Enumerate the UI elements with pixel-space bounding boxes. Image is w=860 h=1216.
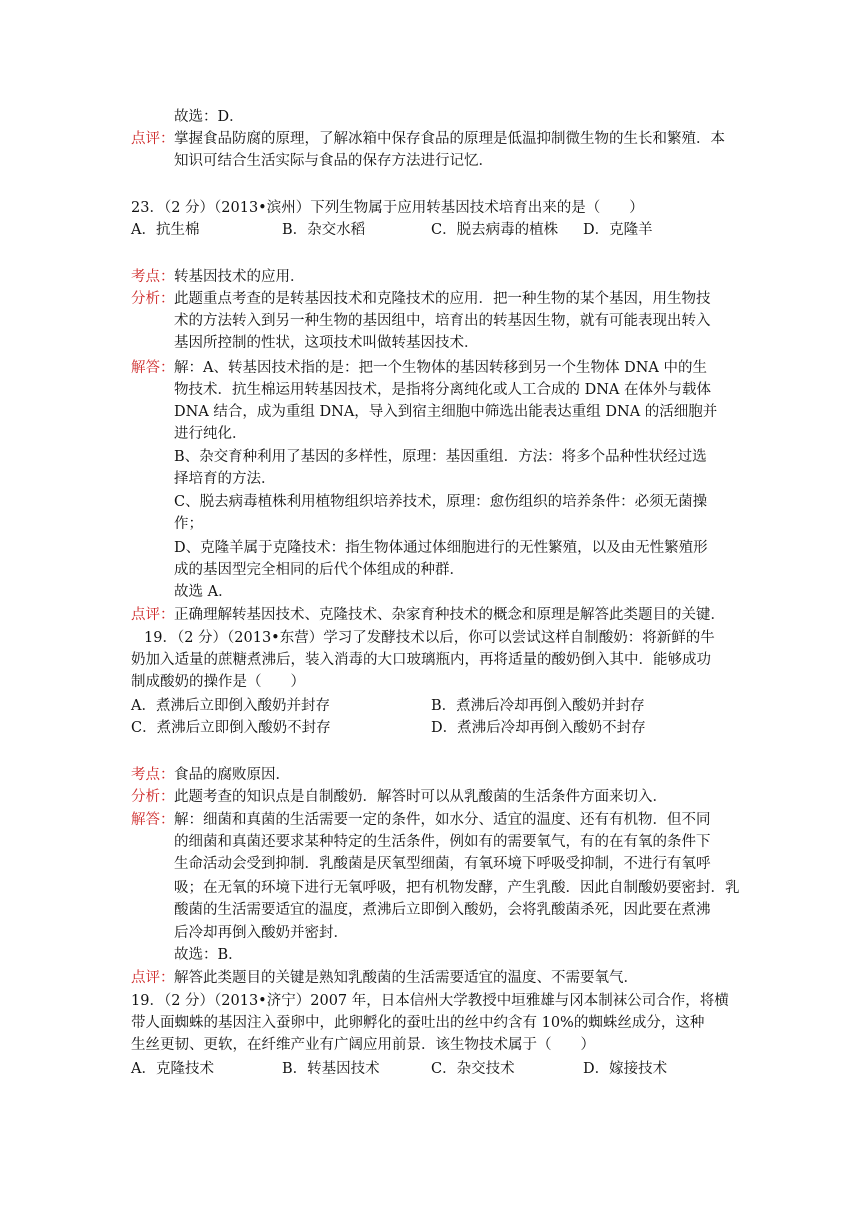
question-stem: 带人面蜘蛛的基因注入蚕卵中，此卵孵化的蚕吐出的丝中约含有 10%的蜘蛛丝成分，这种 [131,1015,705,1031]
jieda-label: 解答： [131,812,175,828]
option-c: C．煮沸后立即倒入酸奶不封存 [131,720,331,736]
option-d: D．克隆羊 [583,222,653,238]
pingping-text: 解答此类题目的关键是熟知乳酸菌的生活需要适宜的温度、不需要氧气． [174,970,638,986]
jieda-text: C、脱去病毒植株利用植物组织培养技术，原理：愈伤组织的培养条件：必须无菌操 [174,494,708,510]
pingping-label: 点评： [131,607,175,623]
fenxi-text: 此题重点考查的是转基因技术和克隆技术的应用．把一种生物的某个基因，用生物技 [174,291,711,307]
fenxi-label: 分析： [131,789,175,805]
comment-text: 掌握食品防腐的原理，了解冰箱中保存食品的原理是低温抑制微生物的生长和繁殖．本 [174,131,725,147]
kaodian-text: 转基因技术的应用． [174,269,305,285]
question-stem: 23．（2 分）（2013•滨州）下列生物属于应用转基因技术培育出来的是（ ） [131,200,644,216]
question-stem: 生丝更韧、更软，在纤维产业有广阔应用前景．该生物技术属于（ ） [131,1037,595,1053]
fenxi-text: 此题考查的知识点是自制酸奶．解答时可以从乳酸菌的生活条件方面来切入． [174,789,667,805]
kaodian-label: 考点： [131,767,175,783]
jieda-text: D、克隆羊属于克隆技术：指生物体通过体细胞进行的无性繁殖，以及由无性繁殖形 [174,540,708,556]
pingping-label: 点评： [131,970,175,986]
option-c: C．杂交技术 [431,1061,515,1077]
jieda-text: 进行纯化． [174,426,247,442]
pingping-text: 正确理解转基因技术、克隆技术、杂家育种技术的概念和原理是解答此类题目的关键． [174,607,725,623]
kaodian-text: 食品的腐败原因． [174,767,290,783]
option-a: A．抗生棉 [131,222,200,238]
jieda-text: 物技术．抗生棉运用转基因技术，是指将分离纯化或人工合成的 DNA 在体外与载体 [174,382,711,398]
option-d: D．嫁接技术 [583,1061,668,1077]
jieda-text: 作； [174,516,203,532]
option-a: A．克隆技术 [131,1061,214,1077]
comment-text: 知识可结合生活实际与食品的保存方法进行记忆． [174,153,493,169]
jieda-text: 故选 A． [174,584,233,600]
comment-label: 点评： [131,131,175,147]
option-b: B．杂交水稻 [282,222,366,238]
jieda-label: 解答： [131,360,175,376]
question-stem: 制成酸奶的操作是（ ） [131,674,305,690]
jieda-text: 吸；在无氧的环境下进行无氧呼吸，把有机物发酵，产生乳酸．因此自制酸奶要密封．乳 [174,880,740,896]
jieda-text: 的细菌和真菌还要求某种特定的生活条件，例如有的需要氧气，有的在有氧的条件下 [174,834,711,850]
option-b: B．煮沸后冷却再倒入酸奶并封存 [431,698,645,714]
fenxi-text: 基因所控制的性状，这项技术叫做转基因技术． [174,335,479,351]
jieda-text: 酸菌的生活需要适宜的温度，煮沸后立即倒入酸奶，会将乳酸菌杀死，因此要在煮沸 [174,902,711,918]
jieda-text: 解：细菌和真菌的生活需要一定的条件，如水分、适宜的温度、还有有机物．但不同 [174,812,711,828]
fenxi-text: 术的方法转入到另一种生物的基因组中，培育出的转基因生物，就有可能表现出转入 [174,313,711,329]
question-stem: 奶加入适量的蔗糖煮沸后，装入消毒的大口玻璃瓶内，再将适量的酸奶倒入其中．能够成功 [131,652,711,668]
jieda-text: 生命活动会受到抑制．乳酸菌是厌氧型细菌，有氧环境下呼吸受抑制，不进行有氧呼 [174,856,711,872]
jieda-text: 择培育的方法． [174,471,276,487]
jieda-text: 后冷却再倒入酸奶并密封． [174,925,348,941]
jieda-text: 故选：B． [174,947,243,963]
option-a: A．煮沸后立即倒入酸奶并封存 [131,698,330,714]
fenxi-label: 分析： [131,291,175,307]
question-stem: 19．（2 分）（2013•济宁）2007 年，日本信州大学教授中垣雅雄与冈本制袜公司合作，将横 [131,993,729,1009]
option-d: D．煮沸后冷却再倒入酸奶不封存 [431,720,646,736]
option-c: C．脱去病毒的植株 [431,222,559,238]
answer-line: 故选：D． [174,109,244,125]
option-b: B．转基因技术 [282,1061,380,1077]
jieda-text: 解：A、转基因技术指的是：把一个生物体的基因转移到另一个生物体 DNA 中的生 [174,360,707,376]
kaodian-label: 考点： [131,269,175,285]
jieda-text: 成的基因型完全相同的后代个体组成的种群． [174,562,464,578]
question-stem: 19．（2 分）（2013•东营）学习了发酵技术以后，你可以尝试这样自制酸奶：将新鲜的牛 [144,630,715,646]
jieda-text: DNA 结合，成为重组 DNA，导入到宿主细胞中筛选出能表达重组 DNA 的活细胞并 [174,404,718,420]
jieda-text: B、杂交育种利用了基因的多样性，原理：基因重组．方法：将多个品种性状经过选 [174,449,707,465]
